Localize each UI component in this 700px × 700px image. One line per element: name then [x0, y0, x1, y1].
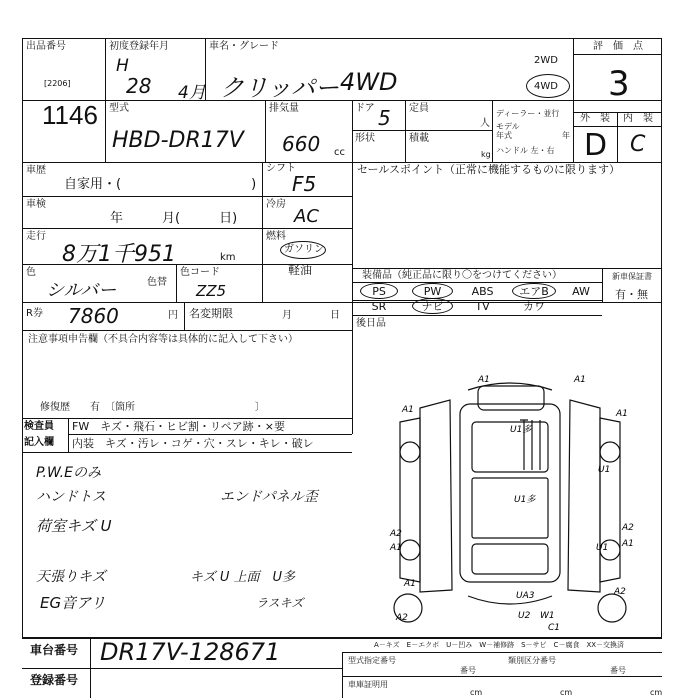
reg-cert-cm-3: cm: [650, 688, 663, 697]
score-label: 評 価 点: [593, 41, 643, 52]
mileage-value: 8万1千951: [62, 242, 176, 267]
inspector-label-1: 検査員: [24, 421, 54, 432]
remark-5: 天張りキズ: [36, 569, 106, 585]
type-number-label: 番号: [460, 666, 476, 675]
warranty-label: 新車保証書: [612, 272, 652, 281]
diagram-outline: [394, 383, 626, 622]
equipment-item-8: カワ: [523, 300, 545, 313]
remark-7: EG音アリ: [40, 594, 106, 612]
remark-3: エンドパネル歪: [220, 489, 318, 505]
name-change-day: 日: [330, 310, 340, 321]
name-change-label: 名変期限: [189, 307, 233, 320]
color-code-value: ZZ5: [196, 282, 227, 300]
shift-value: F5: [292, 172, 317, 196]
chassis-value: DR17V-128671: [100, 638, 281, 666]
lot-code: [2206]: [44, 79, 71, 88]
mileage-label: 走行: [26, 231, 46, 242]
damage-mark-10: A1: [622, 539, 634, 549]
damage-mark-8: A1: [390, 543, 402, 553]
damage-mark-2: A1: [402, 405, 414, 415]
color-code-label: 色コード: [180, 267, 220, 278]
legend: A－キズ E－エクボ U－凹み W－補修跡 S－サビ C－腐食 XX－交換済: [374, 641, 625, 649]
remark-6: キズ U 上面 U多: [190, 570, 296, 585]
damage-mark-11: A1: [404, 579, 416, 589]
lot-number: 1146: [42, 100, 98, 130]
reg-cert-cm-2: cm: [560, 688, 573, 697]
damage-mark-17: C1: [548, 623, 561, 633]
shape-label: 形状: [355, 133, 375, 144]
first-reg-label: 初度登録年月: [109, 41, 169, 52]
month-value: 4月: [178, 83, 206, 103]
warranty-value: 有・無: [615, 288, 648, 301]
exterior-label: 外 装: [580, 113, 610, 124]
equipment-item-6: ナビ: [421, 300, 444, 313]
person-unit: 人: [480, 118, 490, 129]
fuel-label: 燃料: [266, 231, 286, 242]
ac-value: AC: [294, 206, 319, 227]
load-label: 積載: [409, 133, 429, 144]
equipment-item-3: エアB: [519, 285, 549, 298]
history-label: 車歴: [26, 165, 46, 176]
km-unit: km: [220, 252, 236, 263]
model-year-label-2: 年式: [496, 131, 512, 140]
remark-1: P.W.Eのみ: [36, 465, 101, 481]
era-value: H: [116, 56, 129, 76]
model-year-unit: 年: [562, 131, 570, 140]
recycle-label: R券: [26, 308, 43, 319]
car-name: クリッパー: [220, 74, 340, 102]
equipment-item-2: ABS: [471, 285, 494, 298]
fuel-diesel: 軽油: [288, 263, 313, 277]
color-change-label: 色替: [147, 277, 167, 288]
damage-mark-4: U1多: [510, 425, 532, 435]
equipment-circle-1: [412, 283, 453, 299]
inspector-label-2: 記入欄: [24, 437, 54, 448]
doors-label: ドア: [355, 103, 375, 114]
reg-cert-cm-1: cm: [470, 688, 483, 697]
fuel-gasoline: ガソリン: [284, 244, 324, 255]
chassis-label: 車台番号: [30, 643, 79, 657]
year-value: 28: [126, 74, 152, 98]
damage-mark-13: UA3: [516, 591, 535, 601]
equipment-circle-3: [512, 283, 556, 299]
ac-label: 冷房: [266, 199, 286, 210]
capacity-label: 定員: [409, 103, 429, 114]
equipment-item-7: TV: [475, 300, 490, 313]
damage-mark-6: U1多: [514, 495, 536, 505]
equipment-circle-0: [360, 283, 398, 299]
later-label: 後日品: [356, 318, 386, 329]
remark-4: 荷室キズ U: [36, 517, 112, 535]
dealer-label: ディーラー・並行: [496, 109, 560, 118]
inspection-label: 車検: [26, 199, 46, 210]
class-label: 類別区分番号: [508, 656, 556, 665]
yen-unit: 円: [168, 310, 178, 321]
inspector-row-2: 内装 キズ・汚レ・コゲ・穴・スレ・キレ・破レ: [72, 437, 314, 450]
notes-label: 注意事項申告欄（不具合内容等は具体的に記入して下さい）: [28, 334, 298, 345]
damage-mark-12: U1: [596, 543, 609, 553]
damage-mark-3: A1: [616, 409, 628, 419]
model-year-label-1: モデル: [496, 122, 520, 131]
damage-mark-0: A1: [478, 375, 490, 385]
doors-value: 5: [378, 106, 391, 130]
drive-opt-4wd: 4WD: [534, 81, 558, 92]
model-label: 型式: [109, 103, 129, 114]
drive-value: 4WD: [340, 68, 398, 96]
cc-unit: cc: [334, 147, 345, 158]
damage-mark-1: A1: [574, 375, 586, 385]
name-grade-label: 車名・グレード: [209, 41, 279, 52]
damage-marks: [389, 375, 634, 633]
exterior-grade: D: [584, 128, 608, 163]
interior-label: 内 装: [623, 113, 653, 124]
equipment-item-0: PS: [372, 285, 386, 298]
lot-label: 出品番号: [26, 41, 66, 52]
displacement-value: 660: [282, 132, 321, 156]
damage-mark-7: A2: [390, 529, 402, 539]
vehicle-diagram: [360, 360, 660, 640]
type-label: 型式指定番号: [348, 656, 396, 665]
damage-mark-15: U2: [518, 611, 531, 621]
inspection-value: 年 月( 日): [110, 211, 238, 226]
remark-2: ハンドトス: [36, 489, 106, 505]
history-value: 自家用・( ): [64, 177, 257, 192]
equipment-item-5: SR: [371, 300, 387, 313]
model-value: HBD-DR17V: [112, 128, 244, 153]
displacement-label: 排気量: [269, 103, 299, 114]
score-value: 3: [608, 64, 630, 104]
repair-label: 修復歴 有 〔箇所 〕: [40, 402, 265, 413]
reg-cert-label: 車庫証明用: [348, 680, 388, 689]
drive-opt-2wd: 2WD: [534, 55, 558, 66]
color-label: 色: [26, 267, 36, 278]
kg-unit: kg: [481, 150, 491, 159]
equipment-label: 装備品（純正品に限り〇をつけてください）: [362, 270, 562, 281]
interior-grade: C: [630, 132, 646, 157]
damage-mark-9: A2: [622, 523, 634, 533]
equipment-item-1: PW: [423, 285, 442, 298]
damage-mark-16: W1: [540, 611, 555, 621]
handle-label: ハンドル 左・右: [496, 146, 555, 155]
damage-mark-5: U1: [598, 465, 611, 475]
remark-8: ラスキズ: [256, 596, 304, 610]
name-change-month: 月: [282, 310, 292, 321]
recycle-value: 7860: [68, 304, 119, 328]
damage-mark-18: A2: [396, 613, 408, 623]
shift-label: シフト: [266, 163, 296, 174]
equipment-item-4: AW: [572, 285, 590, 298]
sales-point-label: セールスポイント（正常に機能するものに限ります）: [357, 163, 621, 176]
damage-mark-14: A2: [614, 587, 626, 597]
color-value: シルバー: [46, 280, 117, 301]
class-number-label: 番号: [610, 666, 626, 675]
reg-label: 登録番号: [30, 673, 79, 687]
inspector-row-1: FW キズ・飛石・ヒビ割・リペア跡・×要: [72, 420, 285, 433]
